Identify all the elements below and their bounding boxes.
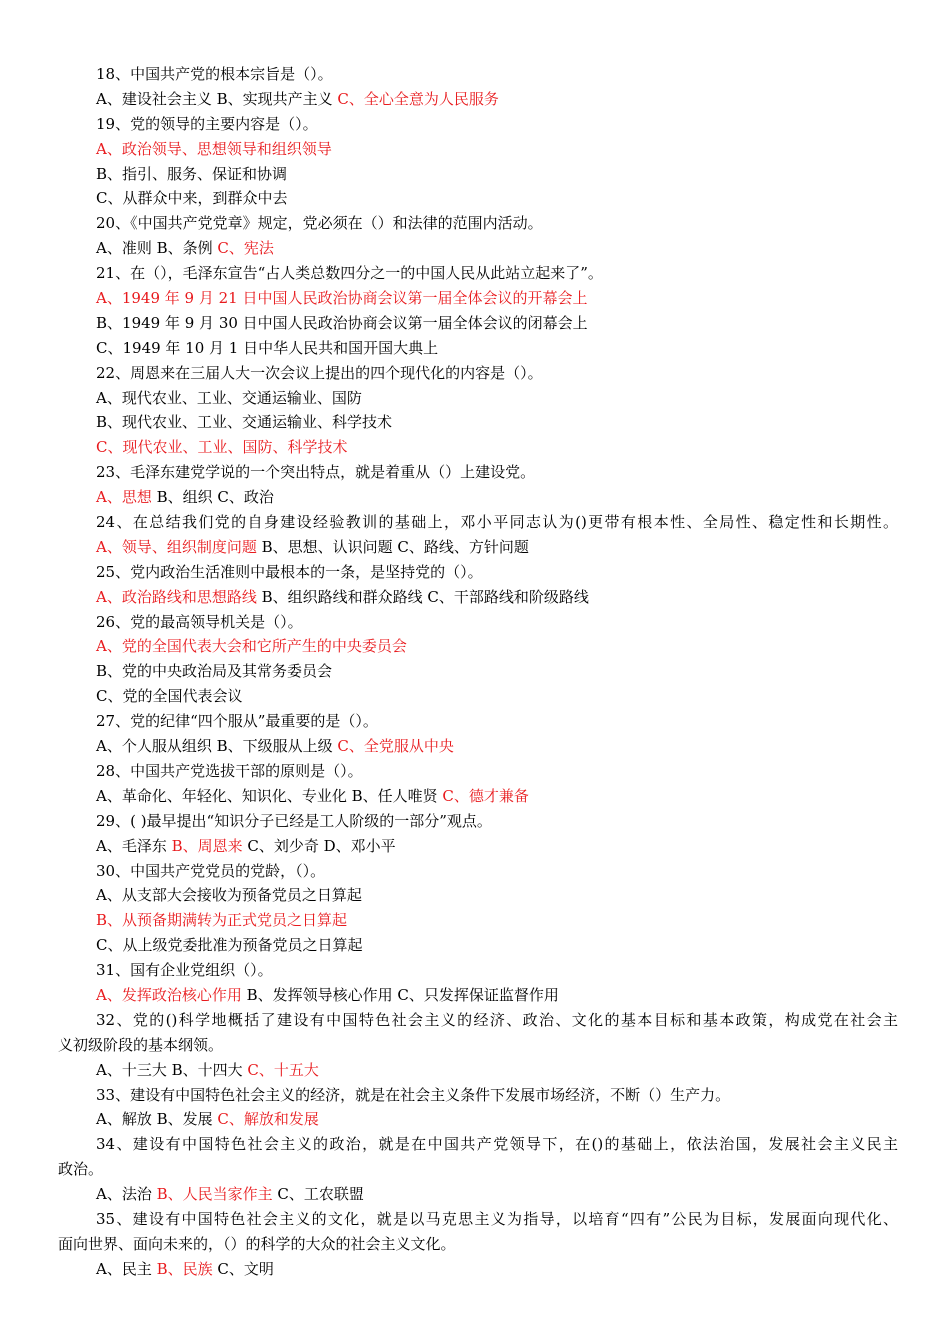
- question-text: 19、党的领导的主要内容是（）。: [96, 114, 318, 133]
- text-line: [58, 286, 898, 311]
- answer-text: B、周恩来: [171, 836, 243, 855]
- question-text: A、毛泽东: [96, 836, 172, 855]
- text-line: [58, 709, 898, 734]
- text-line: [58, 211, 898, 236]
- question-text: A、革命化、年轻化、知识化、专业化 B、任人唯贤: [96, 786, 443, 805]
- answer-text: C、十五大: [247, 1060, 319, 1079]
- question-text: 义初级阶段的基本纲领。: [58, 1035, 224, 1054]
- question-text: C、刘少奇 D、邓小平: [242, 836, 396, 855]
- answer-text: B、人民当家作主: [156, 1185, 273, 1204]
- text-line: [58, 311, 898, 336]
- question-text: 20、《中国共产党党章》规定，党必须在（）和法律的范围内活动。: [96, 214, 543, 233]
- text-line: [58, 460, 898, 485]
- question-text: 33、建设有中国特色社会主义的经济，就是在社会主义条件下发展市场经济，不断（）生产力。: [96, 1085, 731, 1104]
- text-line: [58, 1257, 898, 1282]
- text-line: [58, 560, 898, 585]
- text-line: [58, 1207, 898, 1232]
- question-text: 26、党的最高领导机关是（）。: [96, 612, 303, 631]
- question-text: B、思想、认识问题 C、路线、方针问题: [256, 537, 529, 556]
- question-text: B、组织路线和群众路线 C、干部路线和阶级路线: [256, 587, 589, 606]
- text-line: [58, 236, 898, 261]
- text-line: [58, 908, 898, 933]
- answer-text: A、党的全国代表大会和它所产生的中央委员会: [96, 637, 407, 656]
- text-line: [58, 684, 898, 709]
- text-line: [58, 759, 898, 784]
- text-line: [58, 610, 898, 635]
- question-text: 32、党的()科学地概括了建设有中国特色社会主义的经济、政治、文化的基本目标和基本政策，构成党在社会主: [96, 1010, 898, 1029]
- text-line: [58, 485, 898, 510]
- text-line: [58, 62, 898, 87]
- answer-text: B、从预备期满转为正式党员之日算起: [96, 911, 348, 930]
- question-text: 22、周恩来在三届人大一次会议上提出的四个现代化的内容是（）。: [96, 363, 543, 382]
- text-line: [58, 1058, 898, 1083]
- question-text: A、准则 B、条例: [96, 239, 218, 258]
- text-line: [58, 933, 898, 958]
- answer-text: C、全党服从中央: [337, 737, 454, 756]
- answer-text: C、解放和发展: [217, 1110, 319, 1129]
- question-text: 24、在总结我们党的自身建设经验教训的基础上，邓小平同志认为()更带有根本性、全局性、稳定性和长期性。: [96, 513, 898, 532]
- question-text: 30、中国共产党党员的党龄，（）。: [96, 861, 326, 880]
- question-text: 35、建设有中国特色社会主义的文化，就是以马克思主义为指导，以培育“四有”公民为目标，发展面向现代化、: [96, 1209, 898, 1228]
- question-text: 25、党内政治生活准则中最根本的一条，是坚持党的（）。: [96, 562, 483, 581]
- question-text: 23、毛泽东建党学说的一个突出特点，就是着重从（）上建设党。: [96, 463, 536, 482]
- text-line: [58, 585, 898, 610]
- question-text: B、党的中央政治局及其常务委员会: [96, 662, 333, 681]
- text-line: [58, 112, 898, 137]
- text-line: [58, 634, 898, 659]
- text-line: [58, 784, 898, 809]
- text-line: [58, 834, 898, 859]
- answer-text: B、民族: [156, 1259, 213, 1278]
- text-line: [58, 535, 898, 560]
- question-text: B、1949 年 9 月 30 日中国人民政治协商会议第一届全体会议的闭幕会上: [96, 313, 588, 332]
- question-text: C、1949 年 10 月 1 日中华人民共和国开国大典上: [96, 338, 439, 357]
- question-text: B、指引、服务、保证和协调: [96, 164, 288, 183]
- question-text: 28、中国共产党选拔干部的原则是（）。: [96, 761, 363, 780]
- question-text: C、党的全国代表会议: [96, 687, 243, 706]
- text-line: [58, 1083, 898, 1108]
- text-line: [58, 883, 898, 908]
- text-line: [58, 809, 898, 834]
- answer-text: A、领导、组织制度问题: [96, 537, 257, 556]
- question-text: C、文明: [212, 1259, 274, 1278]
- question-text: 18、中国共产党的根本宗旨是（）。: [96, 65, 333, 83]
- text-line: [58, 336, 898, 361]
- question-text: 27、党的纪律“四个服从”最重要的是（）。: [96, 712, 378, 731]
- text-line: [58, 1107, 898, 1132]
- question-text: A、建设社会主义 B、实现共产主义: [96, 89, 338, 108]
- question-text: A、法治: [96, 1185, 157, 1204]
- question-text: 31、国有企业党组织（）。: [96, 961, 273, 980]
- answer-text: C、宪法: [217, 239, 274, 258]
- text-line: [58, 859, 898, 884]
- question-text: A、解放 B、发展: [96, 1110, 218, 1129]
- answer-text: A、1949 年 9 月 21 日中国人民政治协商会议第一届全体会议的开幕会上: [96, 289, 588, 308]
- text-line: [58, 1132, 898, 1157]
- text-line: [58, 410, 898, 435]
- question-text: A、个人服从组织 B、下级服从上级: [96, 737, 338, 756]
- answer-text: C、德才兼备: [442, 786, 529, 805]
- text-line: [58, 510, 898, 535]
- question-text: B、组织 C、政治: [151, 488, 274, 507]
- answer-text: C、全心全意为人民服务: [337, 89, 499, 108]
- answer-text: A、政治路线和思想路线: [96, 587, 257, 606]
- question-text: B、现代农业、工业、交通运输业、科学技术: [96, 413, 393, 432]
- text-line: [58, 1008, 898, 1033]
- text-line: [58, 361, 898, 386]
- text-line: [58, 87, 898, 112]
- text-line: [58, 659, 898, 684]
- text-line: [58, 261, 898, 286]
- text-line: [58, 435, 898, 460]
- text-line: [58, 983, 898, 1008]
- question-text: B、发挥领导核心作用 C、只发挥保证监督作用: [241, 985, 559, 1004]
- text-line: [58, 386, 898, 411]
- question-text: C、工农联盟: [272, 1185, 364, 1204]
- answer-text: A、思想: [96, 488, 152, 507]
- text-line: [58, 1157, 898, 1182]
- question-text: 面向世界、面向未来的，（）的科学的大众的社会主义文化。: [58, 1234, 456, 1253]
- text-line: [58, 137, 898, 162]
- question-text: C、从群众中来，到群众中去: [96, 189, 288, 208]
- question-text: 29、( )最早提出“知识分子已经是工人阶级的一部分”观点。: [96, 811, 492, 830]
- question-text: 21、在（），毛泽东宣告“占人类总数四分之一的中国人民从此站立起来了”。: [96, 264, 603, 283]
- text-line: [58, 186, 898, 211]
- question-text: C、从上级党委批准为预备党员之日算起: [96, 936, 363, 955]
- question-text: A、十三大 B、十四大: [96, 1060, 248, 1079]
- text-line: [58, 1182, 898, 1207]
- question-text: A、现代农业、工业、交通运输业、国防: [96, 388, 362, 407]
- text-line: [58, 1232, 898, 1257]
- question-text: A、民主: [96, 1259, 157, 1278]
- question-text: 政治。: [58, 1160, 104, 1179]
- text-line: [58, 734, 898, 759]
- question-text: A、从支部大会接收为预备党员之日算起: [96, 886, 362, 905]
- question-text: 34、建设有中国特色社会主义的政治，就是在中国共产党领导下，在()的基础上，依法治国，发展社会主义民主: [96, 1135, 898, 1154]
- text-line: [58, 162, 898, 187]
- answer-text: A、发挥政治核心作用: [96, 985, 242, 1004]
- document-body: [58, 62, 898, 1282]
- answer-text: C、现代农业、工业、国防、科学技术: [96, 438, 348, 457]
- text-line: [58, 1033, 898, 1058]
- answer-text: A、政治领导、思想领导和组织领导: [96, 139, 332, 158]
- text-line: [58, 958, 898, 983]
